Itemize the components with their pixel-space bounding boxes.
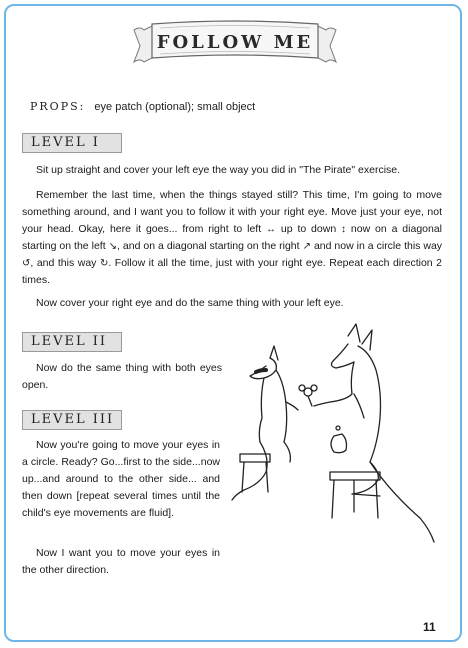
up-down-arrow-icon: ↕ [341, 224, 347, 235]
level-2-paragraph-1: Now do the same thing with both eyes open. [22, 362, 222, 391]
level-3-heading: LEVEL III [22, 410, 122, 430]
level-1-p2-part-g: . Follow it all the time, just with your right eye. Repeat each direction 2 times. [22, 257, 442, 286]
props-line [30, 100, 255, 113]
level-1-paragraph-2: Remember the last time, when the things stayed still? This time, I'm going to move something around, and I want you to follow it with your right eye. Move just your eye, not your head. Okay, here it goes... from right to left ↔ up to down ↕ now on a diagonal starting on the left ↘, and on a diagonal starting on the right ↗ and now in a circle this way ↺, and this way ↻. Follow it all the time, just with your right eye. Repeat each direction 2 times. [22, 189, 443, 286]
kangaroo-illustration [230, 322, 440, 550]
clockwise-circle-icon: ↻ [99, 258, 109, 269]
level-1-p2-part-b: up to down [280, 223, 337, 235]
level-1-p2-part-d: and on a diagonal starting on the right [122, 240, 300, 252]
level-1-p2-part-f: , and this way [30, 257, 97, 269]
page-number: 11 [423, 620, 436, 634]
level-3-paragraph-1: Now you're going to move your eyes in a circle. Ready? Go...first to the side...now up...and around to the other side... and then down [repeat several times until the child's eye movements are fluid]. [22, 439, 220, 519]
level-1-paragraph-1: Sit up straight and cover your left eye the way you did in "The Pirate" exercise. [36, 164, 401, 176]
level-1-p2-part-a: Remember the last time, when the things stayed still? This time, I'm going to move something around, and I want you to follow it with your right eye. Move just your eye, not your head. Okay, here it goes... from right to left [22, 189, 442, 235]
level-3-paragraph-2: Now I want you to move your eyes in the other direction. [22, 547, 220, 576]
props-text: eye patch (optional); small object [94, 101, 256, 113]
level-2-heading: LEVEL II [22, 332, 122, 352]
left-right-arrow-icon: ↔ [266, 224, 277, 235]
title-banner [130, 14, 340, 70]
level-1-p2-part-e: and now in a circle this way [313, 240, 443, 252]
level-1-heading: LEVEL I [22, 133, 122, 153]
diagonal-left-arrow-icon: ↘ [108, 241, 117, 252]
page-title: FOLLOW ME [156, 32, 314, 53]
counterclockwise-circle-icon: ↺ [22, 258, 31, 269]
level-1-paragraph-3: Now cover your right eye and do the same thing with your left eye. [36, 297, 344, 309]
level-1-p2-part-c: now on a diagonal starting on the left [22, 223, 443, 252]
diagonal-right-arrow-icon: ↗ [302, 241, 311, 252]
props-label: PROPS: [30, 100, 86, 113]
